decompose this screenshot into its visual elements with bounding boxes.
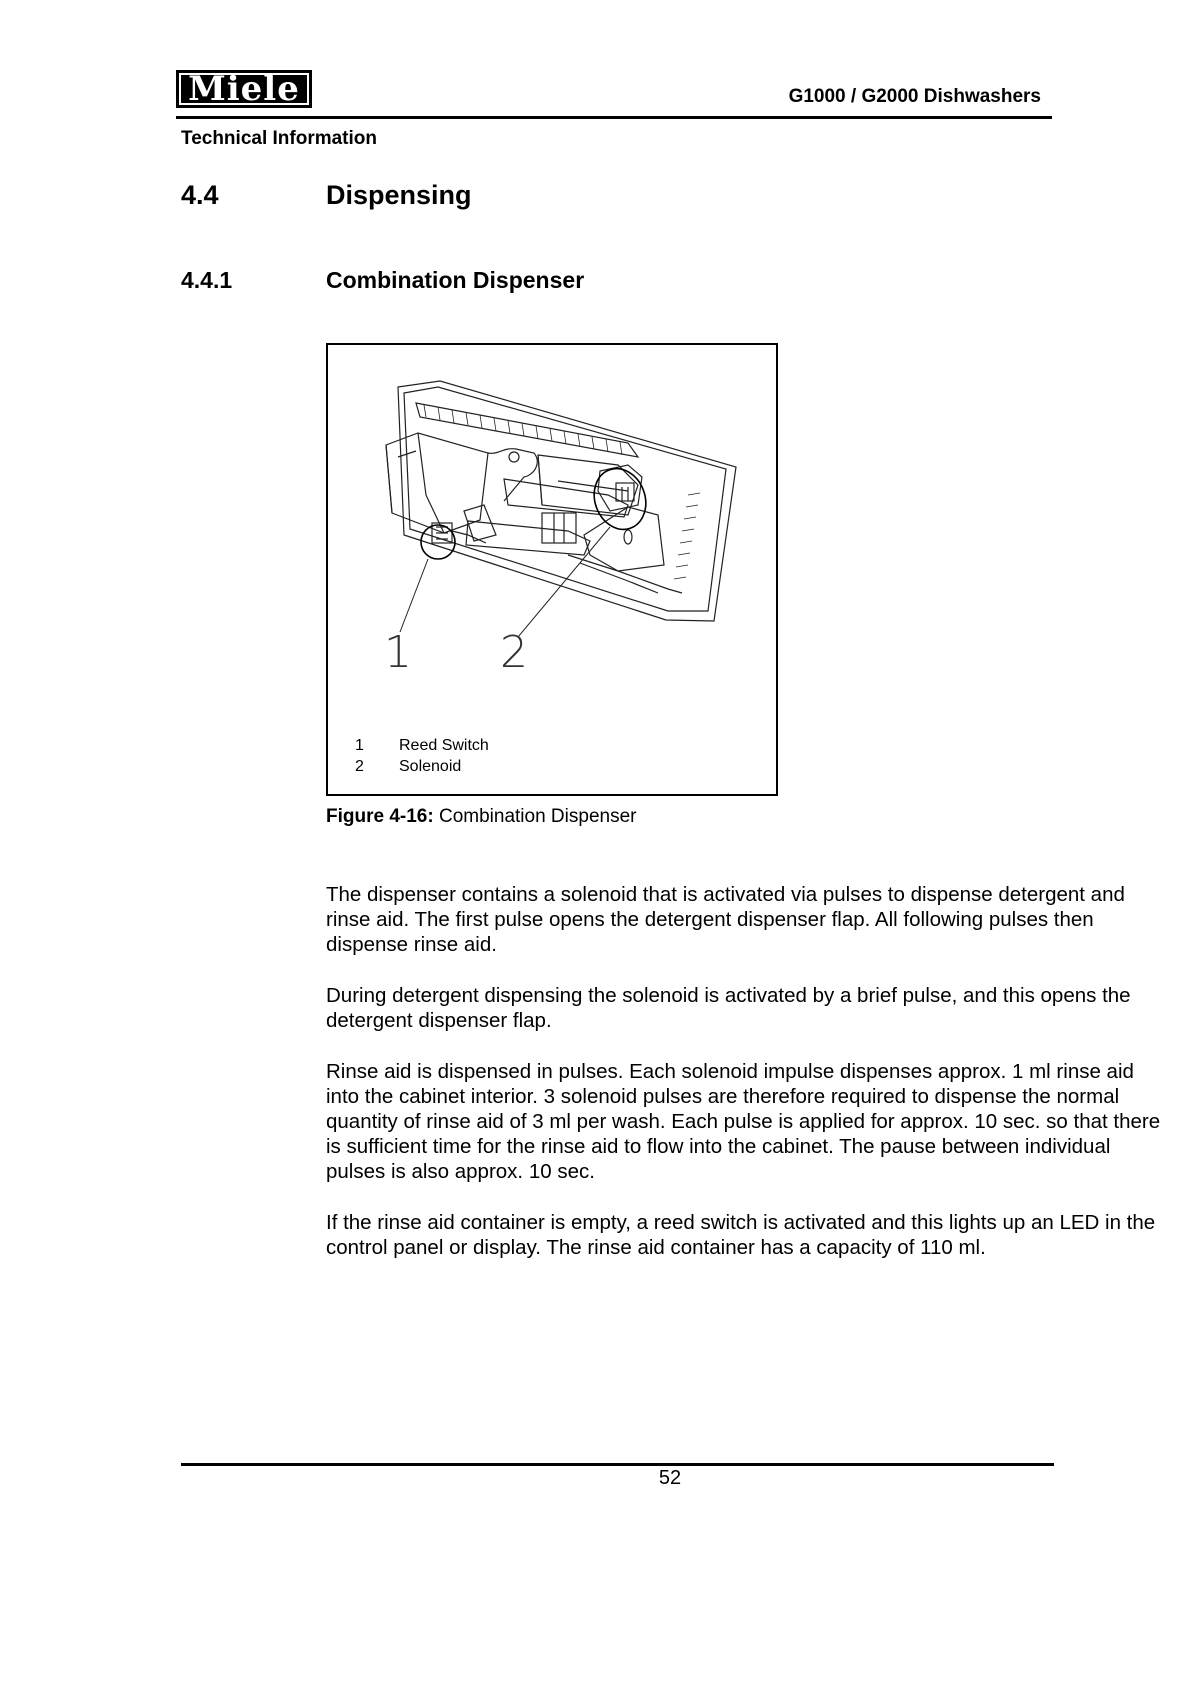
legend-num-2: 2	[355, 758, 364, 775]
paragraph: If the rinse aid container is empty, a reed switch is activated and this lights up an LED in the control panel or display. The rinse aid container has a capacity of 110 ml.	[326, 1211, 1156, 1259]
callout-1: 1	[384, 627, 412, 678]
logo-text: Miele	[179, 73, 309, 105]
heading-number: 4.4	[181, 180, 219, 210]
legend-label-1: Reed Switch	[399, 737, 489, 754]
miele-logo	[176, 70, 312, 108]
dispenser-illustration	[328, 345, 776, 794]
paragraph: During detergent dispensing the solenoid is activated by a brief pulse, and this opens the detergent dispenser flap.	[326, 984, 1131, 1032]
callout-2: 2	[500, 627, 528, 678]
section-label: Technical Information	[181, 128, 378, 149]
paragraph: Rinse aid is dispensed in pulses. Each solenoid impulse dispenses approx. 1 ml rinse aid into the cabinet interior. 3 solenoid pulses are therefore required to dispense the normal quantity of rinse aid of 3 ml per wash. Each pulse is applied for approx. 10 sec. so that there is sufficient time for the rinse aid to flow into the cabinet. The pause between individual pulses is also approx. 10 sec.	[326, 1060, 1161, 1183]
figure-caption	[326, 806, 636, 828]
paragraph: The dispenser contains a solenoid that is activated via pulses to dispense detergent and rinse aid. The first pulse opens the detergent dispenser flap. All following pulses then dispense rinse aid.	[326, 883, 1125, 956]
page-number: 52	[658, 1467, 682, 1489]
caption-label: Figure 4-16:	[326, 806, 434, 827]
document-title: G1000 / G2000 Dishwashers	[788, 86, 1041, 107]
header-rule	[176, 116, 1052, 119]
caption-text: Combination Dispenser	[433, 806, 637, 827]
footer-rule	[181, 1463, 1054, 1466]
figure-frame	[326, 343, 778, 796]
body-text	[326, 882, 1166, 1286]
subheading-title: Combination Dispenser	[326, 267, 585, 293]
subheading-number: 4.4.1	[181, 267, 233, 293]
legend-label-2: Solenoid	[399, 758, 462, 775]
legend-num-1: 1	[355, 737, 364, 754]
heading-title: Dispensing	[326, 180, 472, 210]
